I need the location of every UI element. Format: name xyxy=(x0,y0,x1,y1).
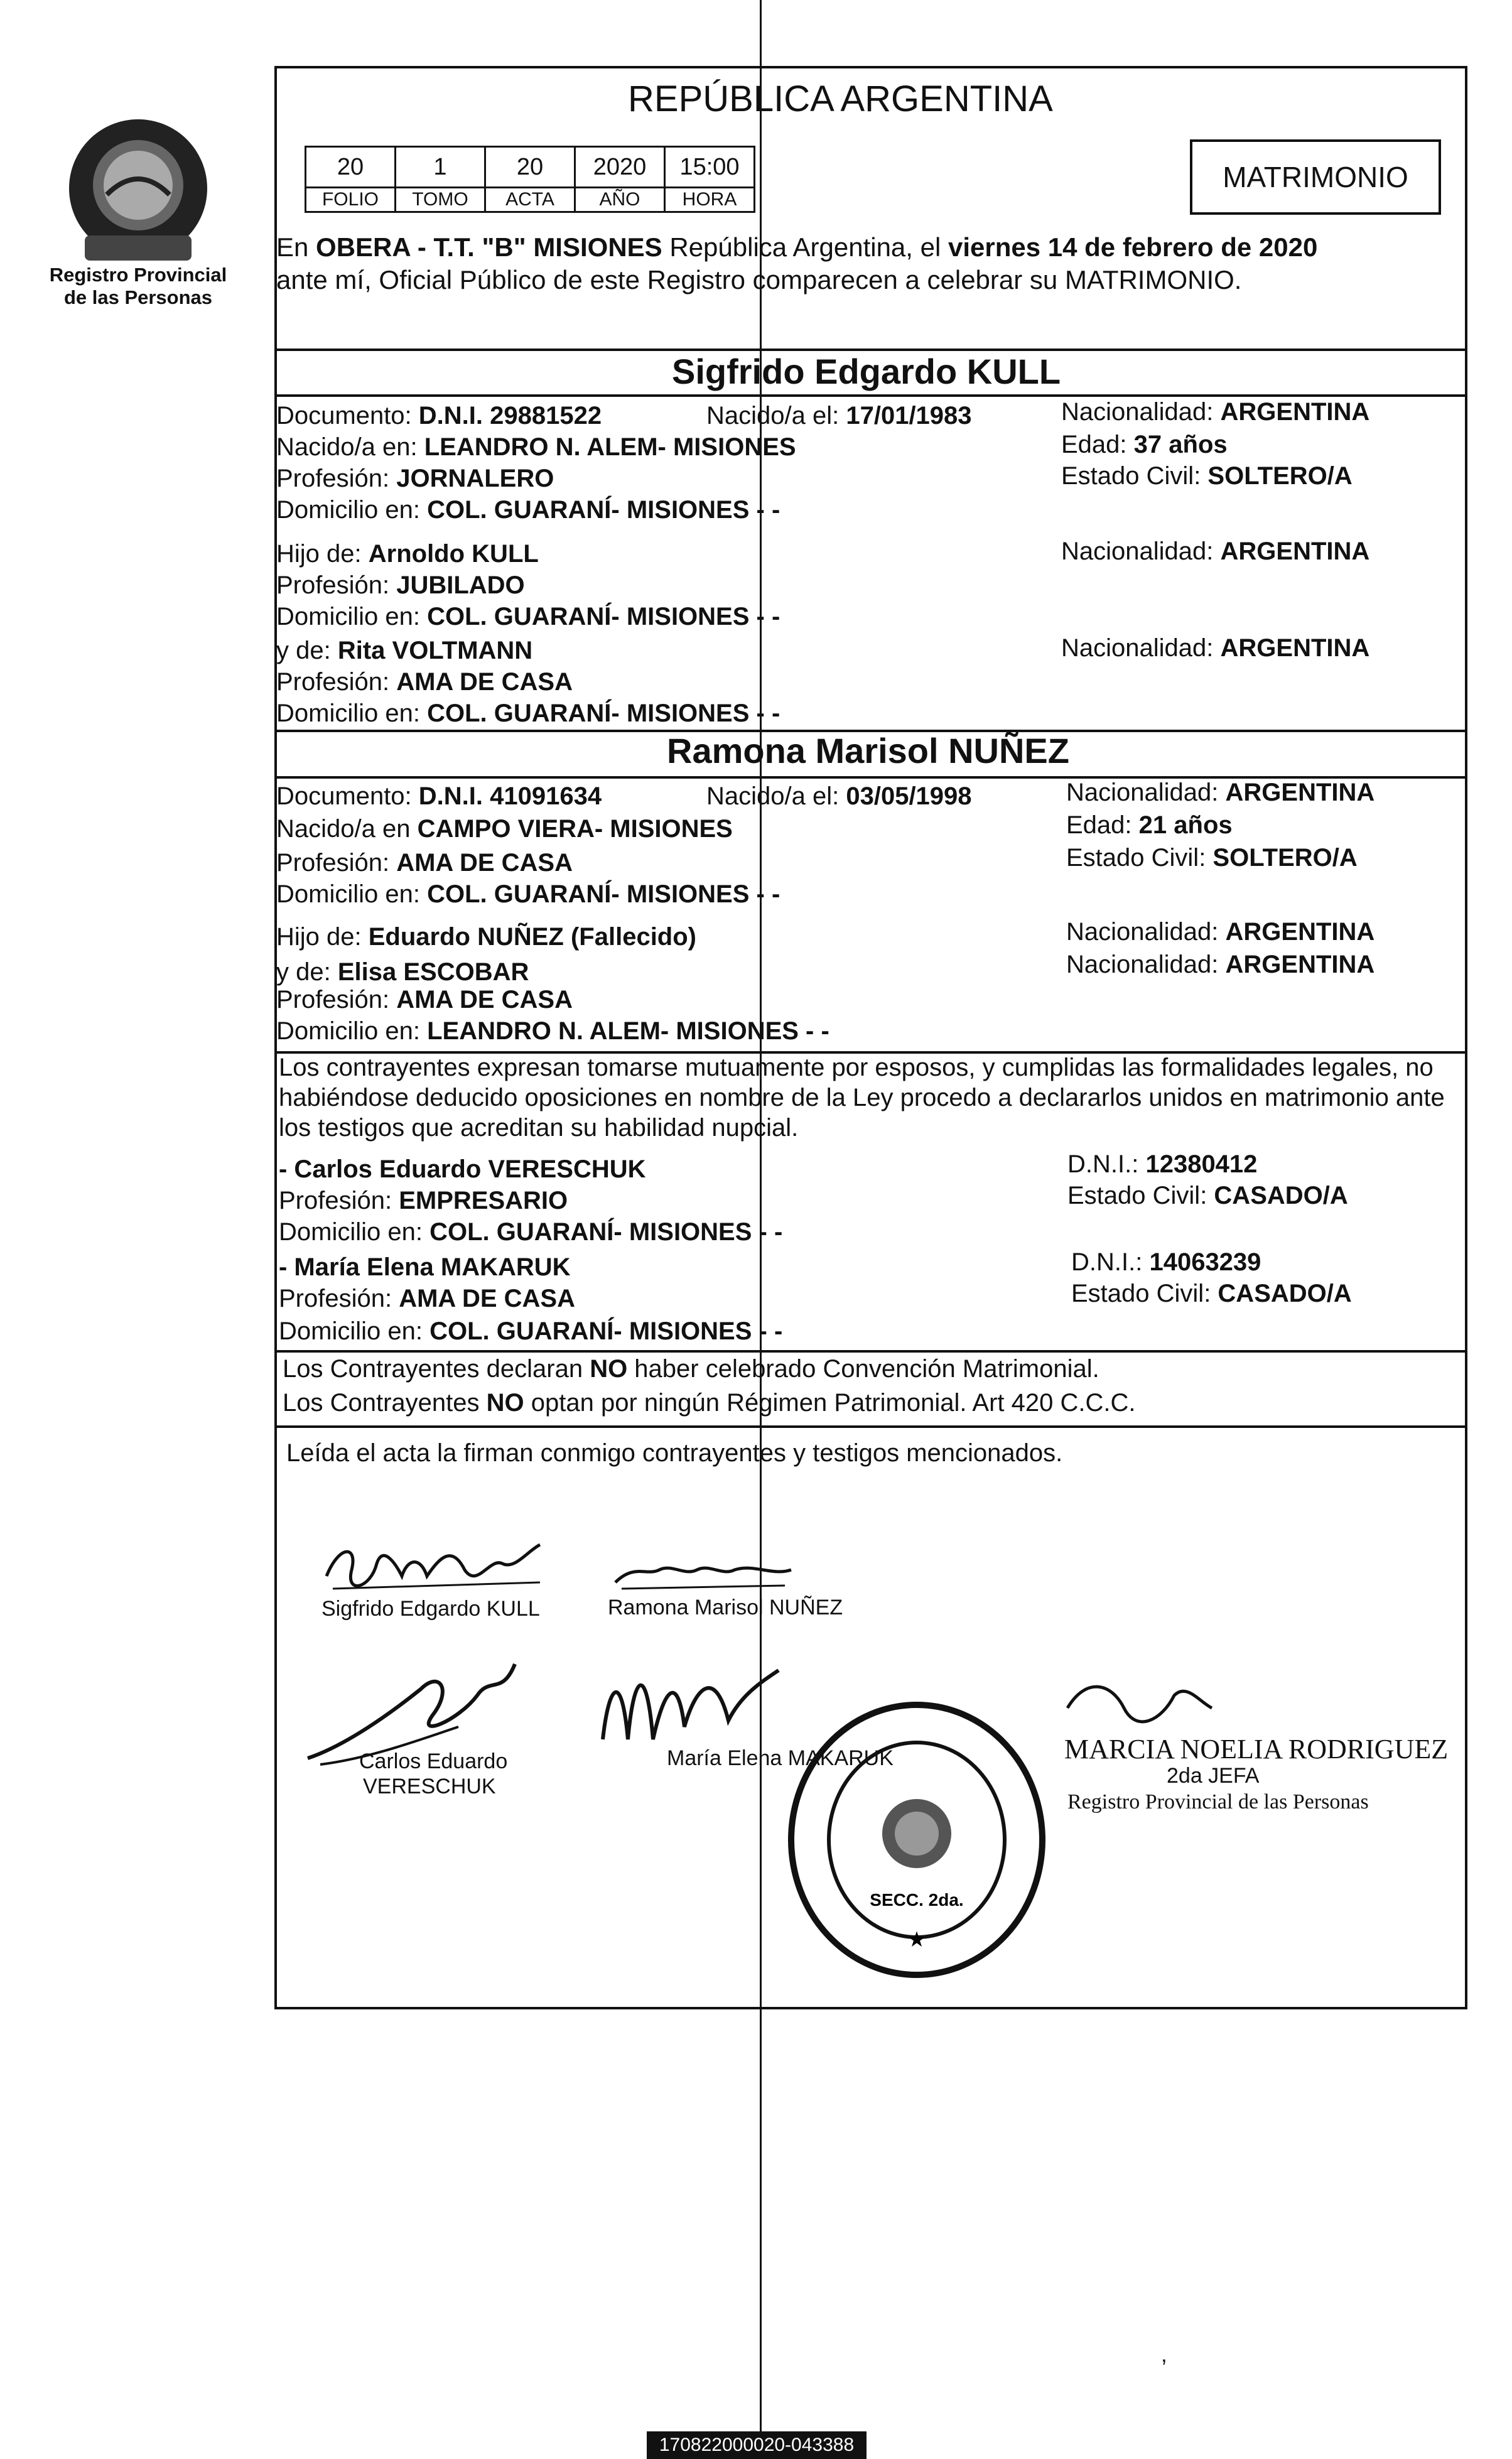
seal-icon xyxy=(44,100,232,270)
groom-father-address xyxy=(276,602,780,632)
text: optan por ningún Régimen Patrimonial. Art 420 C.C.C. xyxy=(524,1389,1136,1417)
witness1-address xyxy=(279,1217,782,1247)
witness2-address xyxy=(279,1316,782,1346)
value: ARGENTINA xyxy=(1225,779,1375,806)
groom-birthdate xyxy=(706,401,972,431)
bride-name: Ramona Marisol NUÑEZ xyxy=(667,731,1069,770)
official-role: 2da JEFA xyxy=(1167,1764,1260,1788)
value: CAMPO VIERA- MISIONES xyxy=(417,815,733,843)
label: Nacido/a en xyxy=(276,815,418,843)
label: Documento: xyxy=(276,782,419,810)
value: 14063239 xyxy=(1149,1248,1261,1276)
value: SOLTERO/A xyxy=(1207,462,1353,490)
value: EMPRESARIO xyxy=(399,1187,568,1214)
value: COL. GUARANÍ- MISIONES - - xyxy=(429,1317,783,1345)
value: JORNALERO xyxy=(396,465,554,492)
witness2-signature-label: María Elena MAKARUK xyxy=(667,1746,894,1770)
bride-mother-profession xyxy=(276,985,573,1015)
groom-profession xyxy=(276,463,554,494)
bride-nationality xyxy=(1066,777,1374,808)
bride-father xyxy=(276,922,696,952)
witness2-dni xyxy=(1071,1247,1261,1277)
document-code: 170822000020-043388 xyxy=(647,2431,867,2459)
label: Nacionalidad: xyxy=(1061,634,1221,662)
label: Nacionalidad: xyxy=(1066,951,1226,978)
groom-father xyxy=(276,539,539,569)
divider xyxy=(274,349,1467,351)
emphasis: NO xyxy=(590,1355,628,1383)
value: - María Elena MAKARUK xyxy=(279,1253,571,1281)
intro-date: viernes 14 de febrero de 2020 xyxy=(948,232,1318,262)
value: JUBILADO xyxy=(396,571,525,599)
groom-mother xyxy=(276,635,532,666)
declaration-line-1: Los contrayentes expresan tomarse mutuamente por esposos, y cumplidas las formalidades legales, no xyxy=(279,1054,1434,1081)
label: Nacionalidad: xyxy=(1066,779,1226,806)
label: Nacionalidad: xyxy=(1061,398,1221,426)
regime-line-2 xyxy=(283,1388,1136,1418)
bride-birthplace xyxy=(276,814,733,844)
groom-signature-label: Sigfrido Edgardo KULL xyxy=(321,1597,540,1621)
official-stamp-icon xyxy=(779,1695,1055,1984)
label: Profesión: xyxy=(279,1285,399,1312)
witness1-name xyxy=(279,1154,646,1184)
value: LEANDRO N. ALEM- MISIONES - - xyxy=(427,1017,829,1045)
groom-father-nationality xyxy=(1061,536,1369,566)
acta-label: ACTA xyxy=(485,188,575,212)
logo-caption-line2: de las Personas xyxy=(63,286,213,308)
witness2-signature-icon xyxy=(590,1645,791,1758)
intro-line-1 xyxy=(276,232,1317,262)
label: Nacido/a el: xyxy=(706,782,846,810)
hora-value: 15:00 xyxy=(665,147,755,188)
official-name: MARCIA NOELIA RODRIGUEZ xyxy=(1064,1734,1449,1765)
witness1-profession xyxy=(279,1186,568,1216)
value: 03/05/1998 xyxy=(846,782,972,810)
bride-signature-icon xyxy=(609,1551,797,1601)
label: Profesión: xyxy=(276,986,397,1013)
value: COL. GUARANÍ- MISIONES - - xyxy=(427,496,780,524)
stamp-inner2: SECC. 2da. xyxy=(870,1890,964,1910)
value: 17/01/1983 xyxy=(846,402,972,430)
label: y de: xyxy=(276,958,338,986)
value: D.N.I. 29881522 xyxy=(418,402,602,430)
provincial-logo xyxy=(44,100,232,270)
label: Nacido/a en: xyxy=(276,433,424,461)
label: Nacido/a el: xyxy=(706,402,846,430)
closing-text: Leída el acta la firman conmigo contrayentes y testigos mencionados. xyxy=(286,1439,1063,1467)
label: y de: xyxy=(276,637,338,664)
divider xyxy=(274,1350,1467,1353)
value: Arnoldo KULL xyxy=(368,540,539,568)
intro-text: En xyxy=(276,232,316,262)
value: COL. GUARANÍ- MISIONES - - xyxy=(427,880,780,908)
text: Los Contrayentes declaran xyxy=(283,1355,590,1383)
regime-line-1 xyxy=(283,1354,1099,1384)
text: Los Contrayentes xyxy=(283,1389,487,1417)
label: Profesión: xyxy=(279,1187,399,1214)
label: Estado Civil: xyxy=(1061,462,1208,490)
witness1-signature-label-1: Carlos Eduardo xyxy=(359,1749,508,1773)
label: Profesión: xyxy=(276,465,397,492)
intro-text: República Argentina, el xyxy=(662,232,948,262)
bride-birthdate xyxy=(706,781,972,811)
witness2-profession xyxy=(279,1284,575,1314)
acta-value: 20 xyxy=(485,147,575,188)
groom-name: Sigfrido Edgardo KULL xyxy=(672,352,1061,391)
label: Edad: xyxy=(1066,811,1139,839)
logo-caption-line1: Registro Provincial xyxy=(49,264,227,286)
logo-caption xyxy=(44,264,232,309)
groom-father-profession xyxy=(276,570,525,600)
label: Domicilio en: xyxy=(279,1317,430,1345)
anio-label: AÑO xyxy=(575,188,665,212)
label: Documento: xyxy=(276,402,419,430)
bride-profession xyxy=(276,848,573,878)
label: Profesión: xyxy=(276,849,397,877)
groom-document xyxy=(276,401,602,431)
value: CASADO/A xyxy=(1218,1280,1352,1307)
bride-signature-label: Ramona Marisol NUÑEZ xyxy=(608,1596,843,1619)
groom-age xyxy=(1061,430,1228,460)
text: haber celebrado Convención Matrimonial. xyxy=(627,1355,1099,1383)
value: LEANDRO N. ALEM- MISIONES xyxy=(424,433,796,461)
groom-mother-address xyxy=(276,698,780,728)
groom-civil-status xyxy=(1061,461,1353,491)
label: Domicilio en: xyxy=(276,880,428,908)
witness2-civil-status xyxy=(1071,1278,1352,1309)
label: Domicilio en: xyxy=(276,496,428,524)
label: Domicilio en: xyxy=(279,1218,430,1246)
label: Hijo de: xyxy=(276,923,369,951)
value: ARGENTINA xyxy=(1225,918,1375,946)
bride-document xyxy=(276,781,602,811)
value: 37 años xyxy=(1133,431,1228,458)
label: Profesión: xyxy=(276,571,397,599)
label: Estado Civil: xyxy=(1071,1280,1218,1307)
label: Domicilio en: xyxy=(276,1017,428,1045)
anio-value: 2020 xyxy=(575,147,665,188)
value: 21 años xyxy=(1138,811,1233,839)
value: Elisa ESCOBAR xyxy=(337,958,529,986)
value: Eduardo NUÑEZ (Fallecido) xyxy=(368,923,696,951)
label: Domicilio en: xyxy=(276,603,428,630)
tomo-label: TOMO xyxy=(396,188,485,212)
registry-table xyxy=(305,146,755,213)
intro-place: OBERA - T.T. "B" MISIONES xyxy=(316,232,662,262)
declaration-line-2: habiéndose deducido oposiciones en nombre de la Ley procedo a declararlos unidos en matrimonio ante xyxy=(279,1084,1445,1111)
bride-mother-address xyxy=(276,1016,829,1046)
svg-text:★: ★ xyxy=(907,1928,927,1952)
value: ARGENTINA xyxy=(1220,398,1370,426)
groom-address xyxy=(276,495,780,525)
mark: ʼ xyxy=(1162,2355,1167,2381)
divider xyxy=(274,1425,1467,1428)
groom-mother-nationality xyxy=(1061,633,1369,663)
emphasis: NO xyxy=(486,1389,524,1417)
value: COL. GUARANÍ- MISIONES - - xyxy=(429,1218,783,1246)
label: D.N.I.: xyxy=(1067,1150,1146,1178)
folio-value: 20 xyxy=(306,147,396,188)
value: ARGENTINA xyxy=(1220,634,1370,662)
value: CASADO/A xyxy=(1214,1182,1348,1209)
value: AMA DE CASA xyxy=(396,986,573,1013)
value: - Carlos Eduardo VERESCHUK xyxy=(279,1155,646,1183)
groom-mother-profession xyxy=(276,667,573,697)
label: Nacionalidad: xyxy=(1061,538,1221,565)
value: AMA DE CASA xyxy=(399,1285,575,1312)
bride-age xyxy=(1066,810,1233,840)
label: Nacionalidad: xyxy=(1066,918,1226,946)
value: SOLTERO/A xyxy=(1212,844,1358,872)
witness1-dni xyxy=(1067,1149,1257,1179)
official-org: Registro Provincial de las Personas xyxy=(1067,1790,1369,1813)
value: 12380412 xyxy=(1145,1150,1258,1178)
intro-line-2: ante mí, Oficial Público de este Registro comparecen a celebrar su MATRIMONIO. xyxy=(276,265,1242,295)
tomo-value: 1 xyxy=(396,147,485,188)
folio-label: FOLIO xyxy=(306,188,396,212)
value: D.N.I. 41091634 xyxy=(418,782,602,810)
label: D.N.I.: xyxy=(1071,1248,1150,1276)
bride-civil-status xyxy=(1066,843,1358,873)
hora-label: HORA xyxy=(665,188,755,212)
value: ARGENTINA xyxy=(1225,951,1375,978)
value: AMA DE CASA xyxy=(396,849,573,877)
bride-mother-nationality xyxy=(1066,949,1374,980)
bride-mother xyxy=(276,957,529,987)
doc-type-box: MATRIMONIO xyxy=(1190,139,1441,215)
bride-father-nationality xyxy=(1066,917,1374,947)
declaration-line-3: los testigos que acreditan su habilidad nupcial. xyxy=(279,1114,799,1142)
bride-address xyxy=(276,879,780,909)
label: Profesión: xyxy=(276,668,397,696)
value: ARGENTINA xyxy=(1220,538,1370,565)
value: Rita VOLTMANN xyxy=(337,637,533,664)
groom-birthplace xyxy=(276,432,796,462)
label: Hijo de: xyxy=(276,540,369,568)
value: COL. GUARANÍ- MISIONES - - xyxy=(427,700,780,727)
label: Edad: xyxy=(1061,431,1134,458)
label: Estado Civil: xyxy=(1066,844,1213,872)
page-title: REPÚBLICA ARGENTINA xyxy=(628,78,1053,119)
witness1-civil-status xyxy=(1067,1181,1348,1211)
witness1-signature-label-2: VERESCHUK xyxy=(363,1775,496,1798)
label: Estado Civil: xyxy=(1067,1182,1214,1209)
value: AMA DE CASA xyxy=(396,668,573,696)
value: COL. GUARANÍ- MISIONES - - xyxy=(427,603,780,630)
witness2-name xyxy=(279,1252,571,1282)
groom-nationality xyxy=(1061,397,1369,427)
label: Domicilio en: xyxy=(276,700,428,727)
